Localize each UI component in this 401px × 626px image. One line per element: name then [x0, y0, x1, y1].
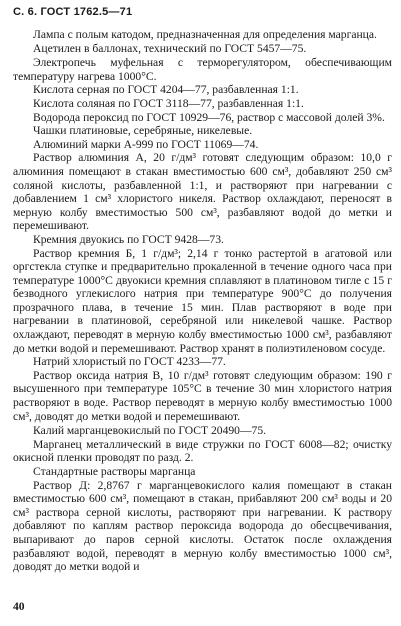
paragraph-muffle-furnace: Электропечь муфельная с терморегулятором, обеспечивающим температуру нагрева 1000°С.	[13, 56, 392, 83]
paragraph-manganese-metal: Марганец металлический в виде стружки по ГОСТ 6008—82; очистку окисной пленки проводят по разд. 2.	[13, 437, 392, 465]
paragraph-aluminium: Алюминий марки А-999 по ГОСТ 11069—74.	[33, 137, 259, 151]
paragraph-silicon-dioxide: Кремния двуокись по ГОСТ 9428—73.	[33, 232, 224, 246]
paragraph-hollow-cathode-lamp: Лампа с полым катодом, предназначенная для определения марганца.	[33, 28, 377, 41]
paragraph-acetylene: Ацетилен в баллонах, технический по ГОСТ 5457—75.	[33, 41, 307, 55]
paragraph-solution-d: Раствор Д: 2,8767 г марганцевокислого калия помещают в стакан вместимостью 600 см³, помещают в стакан, прибавляют 200 см³ воды и 20 см³ раствора серной кислоты, растворяют при нагревании. К раствору добавляют по каплям раствор пероксида водорода до обесцвечивания, выпаривают до паров серной кислоты. Остаток после охлаждения разбавляют водой, переводят в мерную колбу вместимостью 1000 см³, доводят до метки водой и	[13, 478, 392, 574]
paragraph-dishes: Чашки платиновые, серебряные, никелевые.	[33, 124, 253, 138]
paragraph-sodium-oxide-solution: Раствор оксида натрия В, 10 г/дм³ готовят следующим образом: 190 г высушенного при температуре 105°С в течение 30 мин хлористого натрия растворяют в воде. Раствор переводят в мерную колбу вместимостью 1000 см³, доводят до метки водой и перемешивают.	[13, 368, 392, 423]
paragraph-silicon-solution: Раствор кремния Б, 1 г/дм³; 2,14 г тонко растертой в агатовой или оргстекла ступке и предварительно прокаленной в течение одного часа при температуре 1000°С двуокиси кремния сплавляют в платиновом тигле с 15 г безводного углекислого натрия при температуре 900°С до получения прозрачного плава, в течение 15 мин. Плав растворяют в воде при нагревании в платиновой, серебряной или никелевой чашке. Раствор охлаждают, переводят в мерную колбу вместимостью 1000 см³, разбавляют до метки водой и перемешивают. Раствор хранят в полиэтиленовом сосуде.	[13, 246, 392, 355]
section-heading-standard-solutions: Стандартные растворы марганца	[33, 465, 196, 478]
paragraph-aluminium-solution: Раствор алюминия А, 20 г/дм³ готовят следующим образом: 10,0 г алюминия помещают в стакан вместимостью 600 см³, добавляют 250 см³ соляной кислоты, разбавленной 1:1, и растворяют при нагревании с добавлением 1 см³ хлористого никеля. Раствор охлаждают, переносят в мерную колбу вместимостью 500 см³, разбавляют водой до метки и перемешивают.	[13, 151, 392, 233]
running-head: С. 6. ГОСТ 1762.5—71	[13, 6, 133, 18]
page-number: 40	[13, 600, 25, 613]
paragraph-hydrochloric-acid: Кислота соляная по ГОСТ 3118—77, разбавленная 1:1.	[33, 96, 304, 110]
paragraph-hydrogen-peroxide: Водорода пероксид по ГОСТ 10929—76, раствор с массовой долей 3%.	[33, 110, 385, 124]
paragraph-sodium-chloride: Натрий хлористый по ГОСТ 4233—77.	[33, 355, 226, 369]
paragraph-potassium-permanganate: Калий марганцевокислый по ГОСТ 20490—75.	[33, 424, 267, 438]
paragraph-sulfuric-acid: Кислота серная по ГОСТ 4204—77, разбавленная 1:1.	[33, 83, 299, 97]
document-body	[13, 28, 392, 574]
